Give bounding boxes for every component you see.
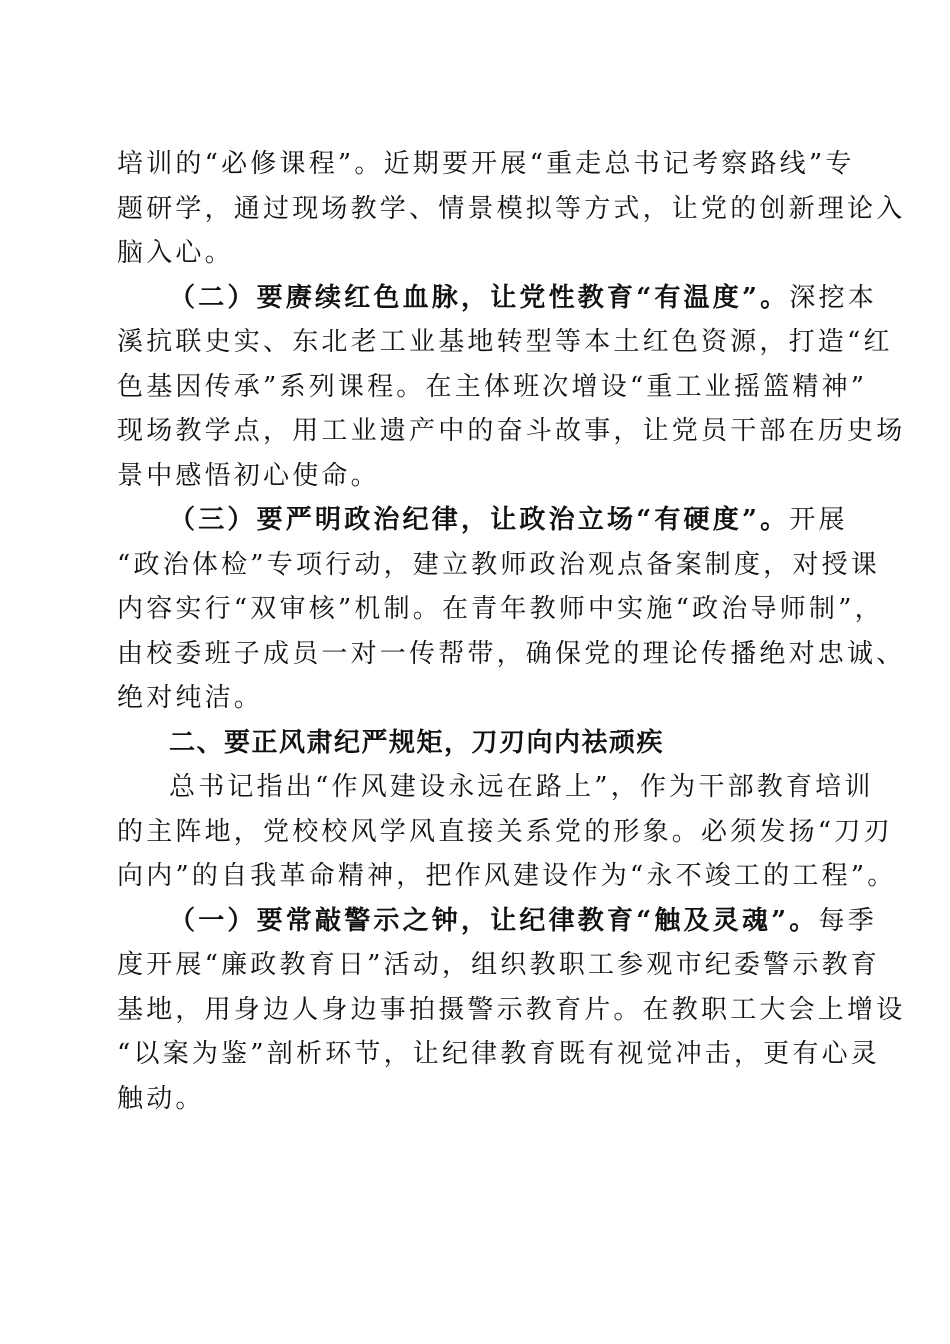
subheading-warning-education: （一）要常敲警示之钟，让纪律教育“触及灵魂”。 bbox=[169, 905, 819, 936]
text-line: 现场教学点，用工业遗产中的奋斗故事，让党员干部在历史场 bbox=[117, 416, 906, 446]
text-span: 每季 bbox=[818, 905, 877, 936]
section-heading-text: 二、要正风肃纪严规矩，刀刃向内祛顽疾 bbox=[169, 727, 665, 758]
text-span: 开展 bbox=[789, 505, 848, 535]
paragraph-political-discipline bbox=[117, 498, 906, 721]
text-line: 溪抗联史实、东北老工业基地转型等本土红色资源，打造“红 bbox=[117, 327, 893, 357]
text-line: 度开展“廉政教育日”活动，组织教职工参观市纪委警示教育 bbox=[117, 950, 880, 980]
section-heading-2 bbox=[117, 721, 835, 766]
text-line: 基地，用身边人身边事拍摄警示教育片。在教职工大会上增设 bbox=[117, 994, 906, 1025]
text-line: 总书记指出“作风建设永远在路上”，作为干部教育培训 bbox=[169, 772, 874, 802]
text-line: “以案为鉴”剖析环节，让纪律教育既有视觉冲击，更有心灵 bbox=[117, 1039, 880, 1069]
text-line: 景中感悟初心使命。 bbox=[117, 460, 380, 491]
text-line: “政治体检”专项行动，建立教师政治观点备案制度，对授课 bbox=[117, 549, 880, 580]
text-line: 绝对纯洁。 bbox=[117, 683, 264, 713]
subheading-red-bloodline: （二）要赓续红色血脉，让党性教育“有温度”。 bbox=[169, 282, 790, 313]
document-body bbox=[117, 142, 906, 1121]
text-line: 培训的“必修课程”。近期要开展“重走总书记考察路线”专 bbox=[117, 149, 855, 179]
paragraph-warning-education bbox=[117, 899, 906, 1122]
text-line: 向内”的自我革命精神，把作风建设作为“永不竣工的工程”。 bbox=[117, 861, 897, 891]
paragraph-red-bloodline bbox=[117, 276, 906, 499]
text-line: 的主阵地，党校校风学风直接关系党的形象。必须发扬“刀刃 bbox=[117, 816, 893, 847]
text-line: 触动。 bbox=[117, 1083, 205, 1114]
text-line bbox=[117, 498, 848, 543]
text-line: 由校委班子成员一对一传帮带，确保党的理论传播绝对忠诚、 bbox=[117, 638, 906, 669]
text-line: 内容实行“双审核”机制。在青年教师中实施“政治导师制”， bbox=[117, 594, 884, 624]
paragraph-style-building bbox=[117, 765, 897, 899]
text-line: 题研学，通过现场教学、情景模拟等方式，让党的创新理论入 bbox=[117, 193, 906, 224]
text-line bbox=[117, 276, 877, 321]
text-line: 色基因传承”系列课程。在主体班次增设“重工业摇篮精神” bbox=[117, 371, 868, 402]
text-span: 深挖本 bbox=[789, 282, 877, 313]
paragraph-training-course bbox=[117, 142, 906, 276]
subheading-political-discipline: （三）要严明政治纪律，让政治立场“有硬度”。 bbox=[169, 505, 790, 535]
text-line: 脑入心。 bbox=[117, 238, 234, 268]
text-line bbox=[117, 899, 877, 944]
